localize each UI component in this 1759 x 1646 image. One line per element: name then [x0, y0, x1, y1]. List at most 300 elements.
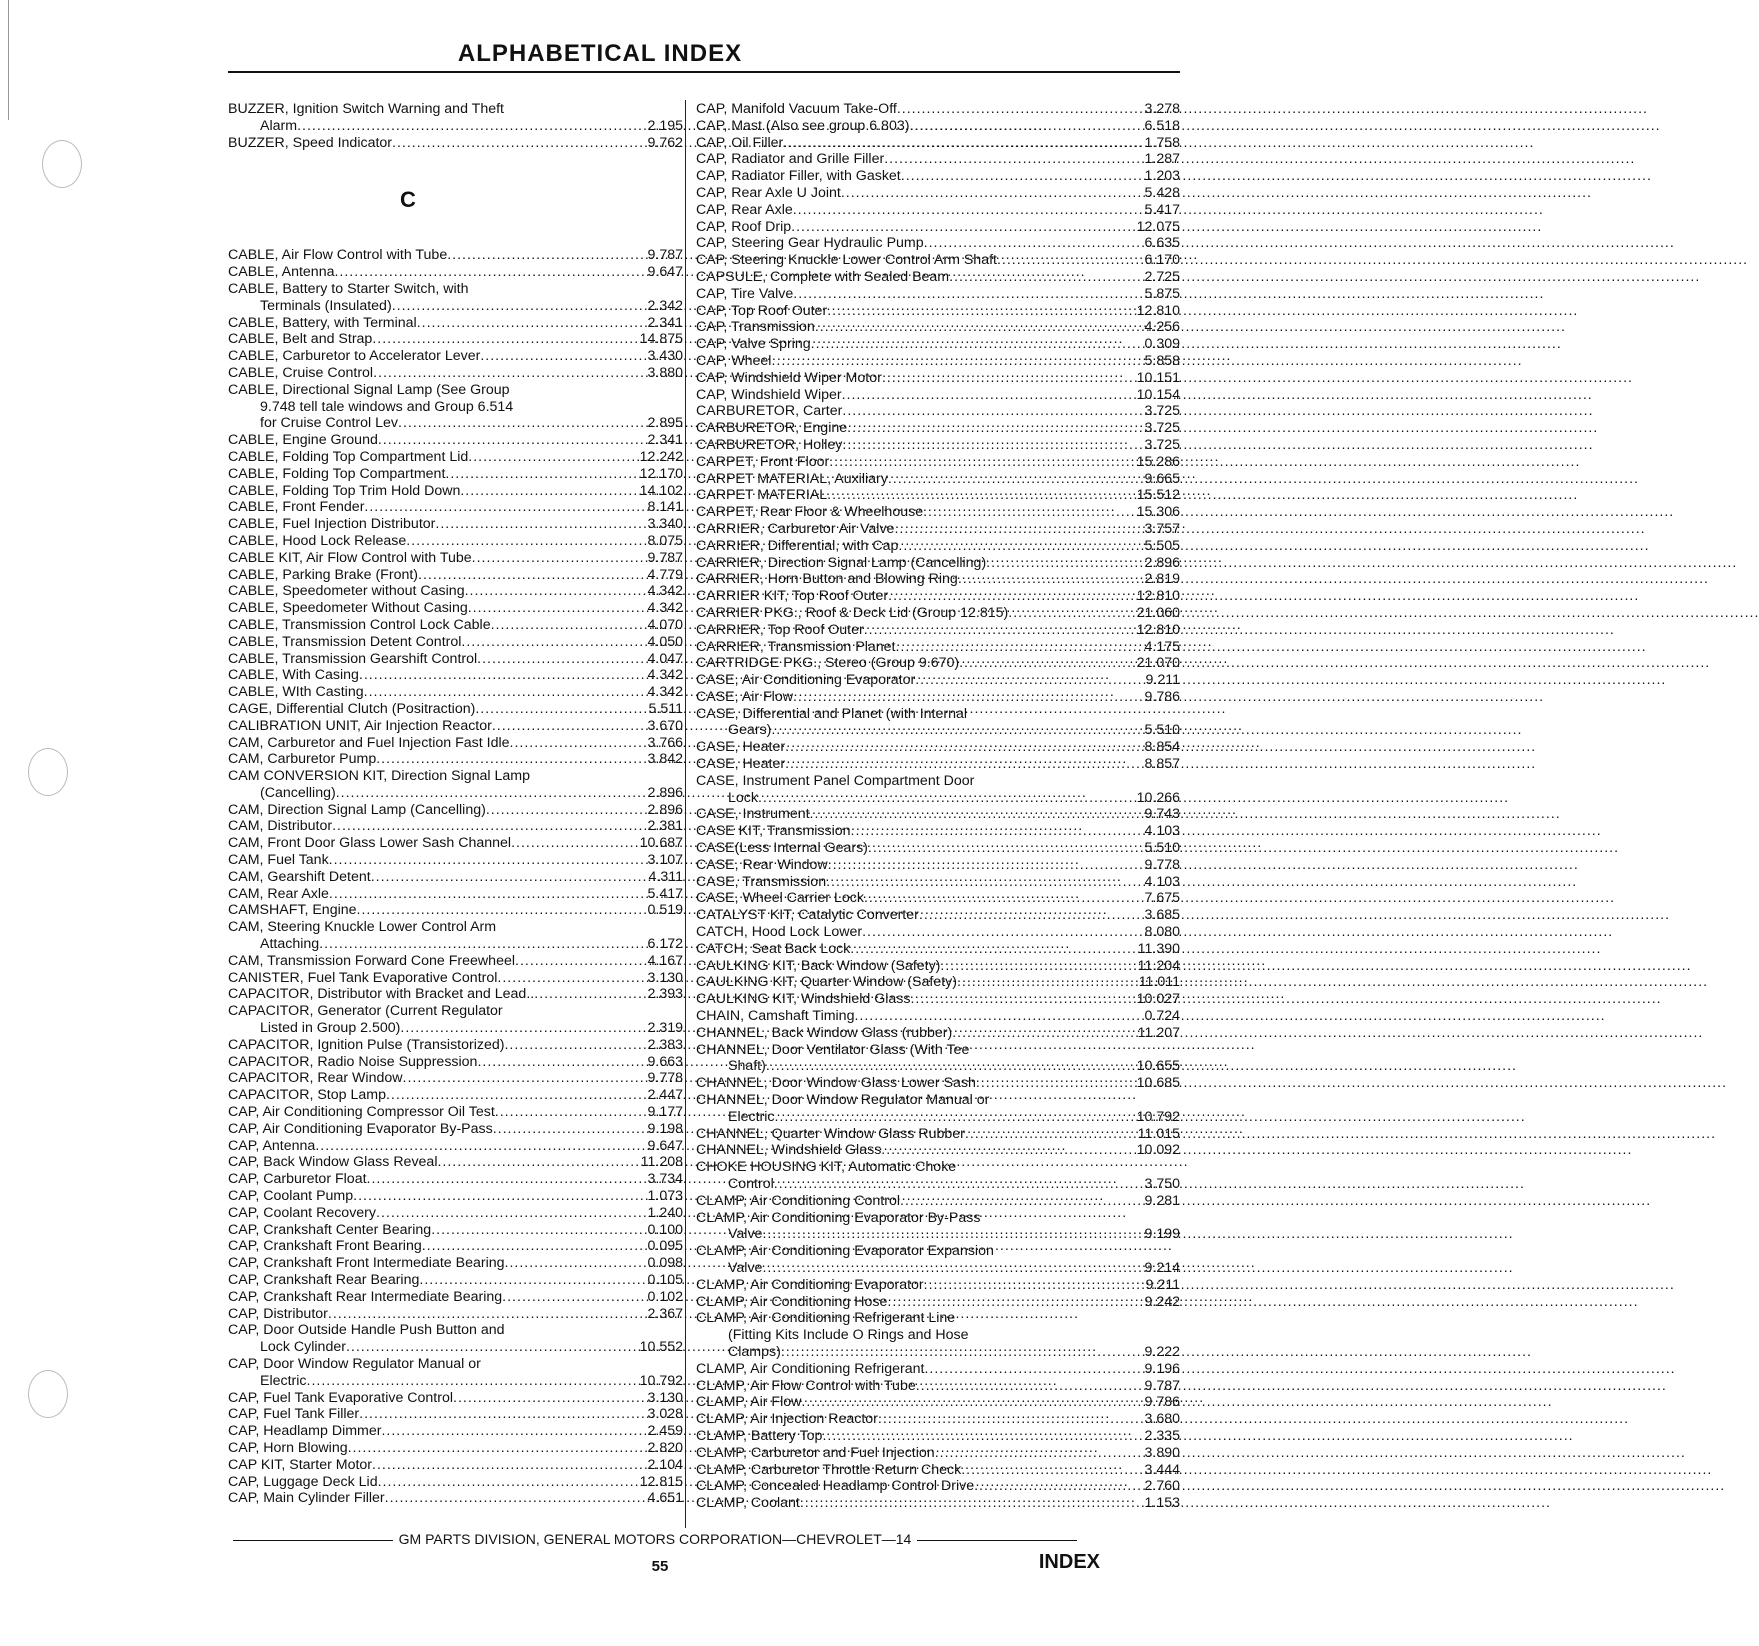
entry-label: CAP, Wheel: [696, 352, 772, 369]
entry-text-group: [696, 1075, 1052, 1092]
entry-label: CAP, Oil Filler: [696, 134, 784, 151]
entry-label: CAP, Radiator Filler, with Gasket: [696, 168, 901, 185]
index-entry: [228, 1121, 683, 1138]
index-entry: [228, 118, 683, 135]
entry-text-group: [728, 1260, 1052, 1277]
entry-text-group: [696, 1294, 1052, 1311]
entry-text-group: [228, 247, 588, 264]
entry-group-number: 9.778: [647, 1070, 683, 1087]
index-heading-line: CABLE, Battery to Starter Switch, with: [228, 280, 469, 297]
entry-label: BUZZER, Speed Indicator: [228, 134, 393, 151]
entry-text-group: [228, 432, 588, 449]
index-entry: [696, 286, 1180, 303]
index-entry: [696, 655, 1180, 672]
dot-leader: [491, 617, 588, 634]
dot-leader: [868, 840, 1052, 857]
index-entry: [696, 974, 1180, 991]
entry-group-number: 10.655: [1136, 1058, 1180, 1075]
entry-group-number: 11.208: [640, 1154, 683, 1171]
entry-label: Gears): [728, 722, 772, 739]
entry-text-group: [228, 1205, 588, 1222]
index-entry: [228, 1490, 683, 1507]
entry-label: CAP, Coolant Recovery: [228, 1204, 376, 1221]
dot-leader: [762, 1226, 1052, 1243]
dot-leader: [367, 1171, 588, 1188]
index-entry: [696, 303, 1180, 320]
entry-text-group: [696, 1478, 1052, 1495]
entry-text-group: [696, 1495, 1052, 1512]
index-entry: [228, 1070, 683, 1087]
entry-group-number: 3.130: [647, 969, 683, 986]
entry-text-group: [696, 403, 1052, 420]
index-entry: [228, 516, 683, 533]
index-entry: [696, 739, 1180, 756]
entry-text-group: [728, 1058, 1052, 1075]
dot-leader: [364, 684, 588, 701]
dot-leader: [919, 907, 1052, 924]
index-entry: [696, 471, 1180, 488]
entry-group-number: 3.130: [647, 1389, 683, 1406]
index-heading-line: CASE, Instrument Panel Compartment Door: [696, 772, 975, 789]
entry-label: Valve: [728, 1226, 763, 1243]
entry-label: CAP, Air Conditioning Compressor Oil Test: [228, 1104, 495, 1121]
entry-group-number: 2.896: [647, 784, 683, 801]
entry-text-group: [696, 437, 1052, 454]
index-entry: [696, 1226, 1180, 1243]
dot-leader: [842, 403, 1052, 420]
entry-group-number: 4.651: [647, 1490, 683, 1507]
dot-leader: [353, 1188, 588, 1205]
entry-label: CAP, Manifold Vacuum Take-Off: [696, 101, 897, 117]
entry-label: CLAMP, Air Conditioning Control: [696, 1192, 900, 1209]
entry-group-number: 9.281: [1144, 1192, 1180, 1209]
dot-leader: [887, 1294, 1052, 1311]
entry-group-number: 3.278: [1144, 101, 1180, 117]
dot-leader: [800, 1495, 1052, 1512]
entry-text-group: [696, 370, 1052, 387]
entry-group-number: 11.015: [1137, 1125, 1180, 1142]
entry-label: CAP, Steering Knuckle Lower Control Arm Shaft: [696, 252, 997, 269]
dot-leader: [381, 1423, 588, 1440]
dot-leader: [376, 1205, 588, 1222]
entry-text-group: [228, 1289, 588, 1306]
index-heading-line: CLAMP, Air Conditioning Evaporator Expansion: [696, 1243, 994, 1260]
entry-group-number: 9.211: [1145, 1276, 1180, 1293]
index-entry: [228, 667, 683, 684]
dot-leader: [359, 667, 588, 684]
entry-group-number: 10.552: [639, 1339, 683, 1356]
index-entry: [696, 235, 1180, 252]
entry-text-group: [728, 722, 1052, 739]
entry-label: CARBURETOR, Carter: [696, 403, 843, 420]
entry-text-group: [228, 483, 588, 500]
index-entry: [696, 874, 1180, 891]
dot-leader: [346, 1339, 588, 1356]
entry-text-group: [228, 315, 588, 332]
index-entry: [696, 571, 1180, 588]
entry-text-group: [696, 1411, 1052, 1428]
entry-label: CAP, Top Roof Outer: [696, 302, 828, 319]
index-entry: [228, 1255, 683, 1272]
dot-leader: [897, 101, 1052, 118]
entry-group-number: 9.663: [647, 1053, 683, 1070]
index-entry: [696, 1260, 1180, 1277]
entry-group-number: 2.896: [1144, 554, 1180, 571]
index-heading-line: CABLE, Directional Signal Lamp (See Group: [228, 381, 510, 398]
entry-text-group: [696, 269, 1052, 286]
index-entry: [228, 953, 683, 970]
entry-label: CHAIN, Camshaft Timing: [696, 1008, 855, 1025]
index-entry: [228, 449, 683, 466]
entry-text-group: [228, 1222, 588, 1239]
index-entry: [696, 857, 1180, 874]
dot-leader: [480, 348, 588, 365]
entry-group-number: 4.256: [1144, 319, 1180, 336]
entry-label: CLAMP, Coolant: [696, 1495, 800, 1512]
entry-group-number: 1.073: [647, 1188, 683, 1205]
entry-text-group: [696, 689, 1052, 706]
dot-leader: [392, 135, 588, 152]
index-entry: [228, 1138, 683, 1155]
dot-leader: [923, 504, 1052, 521]
index-entry: [228, 818, 683, 835]
dot-leader: [359, 1406, 588, 1423]
entry-group-number: 6.170: [1144, 252, 1180, 269]
entry-group-number: 14.102: [639, 482, 683, 499]
entry-label: CHANNEL, Windshield Glass: [696, 1142, 882, 1159]
entry-label: CASE, Heater: [696, 756, 786, 773]
entry-text-group: [696, 756, 1052, 773]
dot-leader: [793, 689, 1052, 706]
index-entry: [696, 1344, 1180, 1361]
entry-label: CAP, Valve Spring: [696, 336, 811, 353]
index-entry: [696, 1294, 1180, 1311]
entry-group-number: 2.725: [1144, 268, 1180, 285]
entry-label: CAM, Gearshift Detent: [228, 868, 371, 885]
dot-leader: [378, 432, 588, 449]
dot-leader: [437, 1154, 588, 1171]
dot-leader: [307, 1373, 588, 1390]
dot-leader: [884, 151, 1052, 168]
index-entry: [228, 986, 683, 1003]
entry-group-number: 10.027: [1136, 991, 1180, 1008]
entry-text-group: [228, 567, 588, 584]
entry-text-group: [696, 135, 1052, 152]
entry-label: CATCH, Hood Lock Lower: [696, 924, 863, 941]
index-entry: [228, 1390, 683, 1407]
entry-label: CARPET, Front Floor: [696, 453, 830, 470]
entry-group-number: 9.786: [1144, 1394, 1180, 1411]
entry-group-number: 2.367: [647, 1305, 683, 1322]
entry-group-number: 2.381: [647, 818, 683, 835]
entry-label: CAM, Front Door Glass Lower Sash Channel: [228, 835, 512, 852]
entry-group-number: 10.792: [1136, 1108, 1180, 1125]
dot-leader: [810, 806, 1052, 823]
entry-text-group: [228, 835, 588, 852]
dot-leader: [758, 790, 1052, 807]
dot-leader: [957, 974, 1052, 991]
entry-group-number: 12.170: [639, 465, 683, 482]
index-entry: [696, 823, 1180, 840]
dot-leader: [505, 1255, 588, 1272]
index-heading-line: CAM CONVERSION KIT, Direction Signal Lamp: [228, 768, 530, 785]
dot-leader: [477, 1054, 588, 1071]
entry-group-number: 8.080: [1144, 924, 1180, 941]
entry-group-number: 5.417: [1144, 201, 1180, 218]
entry-label: CABLE, Belt and Strap: [228, 331, 373, 348]
entry-group-number: 12.810: [1136, 588, 1180, 605]
dot-leader: [916, 1378, 1052, 1395]
dot-leader: [974, 1478, 1052, 1495]
index-entry: [696, 185, 1180, 202]
entry-text-group: [228, 1188, 588, 1205]
entry-label: CAULKING KIT, Windshield Glass: [696, 991, 911, 1008]
entry-text-group: [228, 651, 588, 668]
entry-text-group: [696, 655, 1052, 672]
index-heading-line: CHANNEL, Door Window Regulator Manual or: [696, 1092, 990, 1109]
entry-text-group: [228, 886, 588, 903]
entry-text-group: [696, 605, 1052, 622]
entry-text-group: [728, 1176, 1052, 1193]
dot-leader: [801, 1394, 1052, 1411]
entry-group-number: 2.459: [647, 1423, 683, 1440]
entry-group-number: 3.685: [1144, 907, 1180, 924]
index-entry: [696, 689, 1180, 706]
entry-group-number: 9.665: [1144, 470, 1180, 487]
entry-text-group: [228, 264, 588, 281]
dot-leader: [822, 1428, 1052, 1445]
entry-label: CABLE, Battery, with Terminal: [228, 314, 417, 331]
entry-group-number: 2.819: [1144, 571, 1180, 588]
entry-text-group: [696, 672, 1052, 689]
entry-label: CAP, Headlamp Dimmer: [228, 1423, 382, 1440]
entry-group-number: 15.306: [1136, 504, 1180, 521]
entry-text-group: [696, 622, 1052, 639]
index-entry: [696, 1126, 1180, 1143]
entry-label: CAP, Radiator and Grille Filler: [696, 151, 885, 168]
entry-group-number: 12.810: [1136, 302, 1180, 319]
entry-text-group: [728, 1226, 1052, 1243]
dot-leader: [826, 874, 1052, 891]
entry-label: CAP, Windshield Wiper: [696, 386, 842, 403]
entry-group-number: 3.880: [647, 364, 683, 381]
dot-leader: [364, 499, 588, 516]
index-entry: [696, 1176, 1180, 1193]
entry-label: CHANNEL, Back Window Glass (rubber): [696, 1024, 953, 1041]
dot-leader: [924, 1361, 1052, 1378]
index-entry: [228, 869, 683, 886]
entry-text-group: [228, 617, 588, 634]
index-heading-line: CHOKE HOUSING KIT, Automatic Choke: [696, 1159, 957, 1176]
entry-group-number: 4.311: [648, 868, 683, 885]
binder-hole-middle: [28, 748, 68, 796]
entry-text-group: [228, 1457, 588, 1474]
index-entry: [228, 365, 683, 382]
dot-leader: [940, 958, 1052, 975]
entry-group-number: 0.102: [647, 1288, 683, 1305]
entry-text-group: [228, 533, 588, 550]
index-entry: [228, 247, 683, 264]
entry-text-group: [228, 499, 588, 516]
entry-group-number: 2.447: [647, 1087, 683, 1104]
dot-leader: [406, 533, 588, 550]
entry-text-group: [228, 1104, 588, 1121]
index-entry: [696, 521, 1180, 538]
index-entry: [696, 118, 1180, 135]
entry-text-group: [260, 936, 588, 953]
entry-label: CARPET MATERIAL: [696, 487, 828, 504]
entry-group-number: 4.103: [1144, 873, 1180, 890]
entry-text-group: [228, 869, 588, 886]
dot-leader: [297, 118, 588, 135]
entry-text-group: [228, 1070, 588, 1087]
right-column: [696, 101, 1180, 1512]
entry-text-group: [696, 303, 1052, 320]
index-entry: [228, 718, 683, 735]
entry-label: CAPSULE, Complete with Sealed Beam: [696, 268, 950, 285]
dot-leader: [785, 756, 1052, 773]
index-entry: [228, 1339, 683, 1356]
entry-text-group: [228, 365, 588, 382]
entry-group-number: 2.319: [647, 1020, 683, 1037]
entry-text-group: [228, 583, 588, 600]
index-entry: [228, 348, 683, 365]
entry-label: Control: [728, 1176, 774, 1192]
dot-leader: [453, 1390, 588, 1407]
entry-label: CARRIER KIT, Top Roof Outer: [696, 588, 889, 605]
index-entry: [696, 1445, 1180, 1462]
entry-label: CAP, Rear Axle U Joint: [696, 184, 841, 201]
entry-text-group: [696, 1126, 1052, 1143]
dot-leader: [475, 701, 588, 718]
index-entry: [228, 533, 683, 550]
entry-group-number: 9.211: [1145, 672, 1180, 689]
entry-group-number: 11.207: [1137, 1024, 1180, 1041]
dot-leader: [461, 634, 588, 651]
entry-label: Shaft): [728, 1058, 766, 1075]
entry-text-group: [696, 1277, 1052, 1294]
entry-label: CARRIER, Direction Signal Lamp (Cancelling): [696, 554, 987, 571]
entry-group-number: 11.390: [1137, 940, 1180, 957]
index-entry: [696, 958, 1180, 975]
dot-leader: [842, 387, 1052, 404]
index-entry: [696, 1495, 1180, 1512]
index-entry: [696, 1378, 1180, 1395]
dot-leader: [486, 802, 588, 819]
dot-leader: [910, 991, 1052, 1008]
entry-text-group: [696, 353, 1052, 370]
dot-leader: [949, 269, 1052, 286]
index-entry: [228, 835, 683, 852]
dot-leader: [468, 600, 588, 617]
dot-leader: [385, 1490, 588, 1507]
entry-label: CAP, Rear Axle: [696, 201, 793, 218]
entry-label: CLAMP, Air Conditioning Hose: [696, 1293, 888, 1310]
entry-label: CAP, Crankshaft Rear Intermediate Bearing: [228, 1288, 503, 1305]
entry-label: CABLE, Speedometer Without Casing: [228, 600, 468, 617]
entry-label: CABLE, Air Flow Control with Tube: [228, 247, 448, 264]
index-heading-line: CAP, Door Window Regulator Manual or: [228, 1355, 481, 1372]
entry-label: Clamps): [728, 1343, 781, 1360]
dot-leader: [332, 818, 588, 835]
dot-leader: [376, 751, 588, 768]
entry-group-number: 15.512: [1136, 487, 1180, 504]
dot-leader: [986, 555, 1052, 572]
entry-group-number: 4.167: [647, 952, 683, 969]
entry-group-number: 2.104: [647, 1456, 683, 1473]
entry-label: CLAMP, Carburetor Throttle Return Check: [696, 1461, 962, 1478]
index-entry: [696, 504, 1180, 521]
entry-label: CASE, Air Flow: [696, 688, 793, 705]
entry-text-group: [696, 588, 1052, 605]
entry-label: CAPACITOR, Rear Window: [228, 1070, 403, 1087]
dot-leader: [774, 1176, 1052, 1193]
dot-leader: [534, 986, 588, 1003]
entry-text-group: [696, 202, 1052, 219]
dot-leader: [328, 1306, 588, 1323]
entry-group-number: 15.286: [1136, 453, 1180, 470]
entry-text-group: [696, 387, 1052, 404]
entry-group-number: 8.141: [647, 499, 683, 516]
index-heading-line: CHANNEL, Door Ventilator Glass (With Tee: [696, 1041, 970, 1058]
entry-label: CABLE KIT, Air Flow Control with Tube: [228, 549, 472, 566]
entry-group-number: 2.760: [1144, 1478, 1180, 1495]
entry-label: CLAMP, Battery Top: [696, 1427, 823, 1444]
entry-text-group: [260, 298, 588, 315]
entry-text-group: [228, 986, 588, 1003]
entry-group-number: 9.222: [1144, 1343, 1180, 1360]
entry-text-group: [696, 504, 1052, 521]
dot-leader: [465, 583, 588, 600]
entry-group-number: 9.787: [647, 247, 683, 264]
entry-group-number: 12.075: [1136, 218, 1180, 235]
entry-group-number: 1.203: [1144, 168, 1180, 185]
entry-group-number: 2.195: [647, 117, 683, 134]
entry-text-group: [696, 487, 1052, 504]
entry-group-number: 10.687: [639, 835, 683, 852]
dot-leader: [781, 1344, 1052, 1361]
index-entry: [228, 298, 683, 315]
index-entry: [696, 806, 1180, 823]
entry-group-number: 3.430: [647, 348, 683, 365]
entry-group-number: 21.070: [1136, 655, 1180, 672]
entry-text-group: [696, 1462, 1052, 1479]
entry-group-number: 9.198: [647, 1120, 683, 1137]
entry-text-group: [696, 235, 1052, 252]
dot-leader: [445, 466, 588, 483]
footer-rule-right: [917, 1540, 1077, 1541]
entry-label: CABLE, Transmission Control Lock Cable: [228, 616, 491, 633]
dot-leader: [924, 1277, 1052, 1294]
index-heading-line: CAP, Door Outside Handle Push Button and: [228, 1322, 505, 1339]
entry-text-group: [228, 1037, 588, 1054]
entry-text-group: [260, 1020, 588, 1037]
entry-text-group: [228, 751, 588, 768]
entry-group-number: 6.518: [1144, 117, 1180, 134]
index-entry: [228, 466, 683, 483]
index-entry: [228, 1054, 683, 1071]
entry-group-number: 9.787: [647, 549, 683, 566]
index-heading-line: CLAMP, Air Conditioning Evaporator By-Pass: [696, 1209, 981, 1226]
entry-label: CABLE, Folding Top Compartment Lid: [228, 448, 469, 465]
entry-label: CARTRIDGE PKG., Stereo (Group 9.670): [696, 655, 960, 672]
page-edge-mark: [8, 0, 9, 120]
index-entry: [696, 269, 1180, 286]
index-entry: [696, 907, 1180, 924]
entry-label: CLAMP, Carburetor and Fuel Injection: [696, 1444, 935, 1461]
entry-group-number: 9.647: [647, 264, 683, 281]
entry-label: Electric: [728, 1108, 775, 1125]
